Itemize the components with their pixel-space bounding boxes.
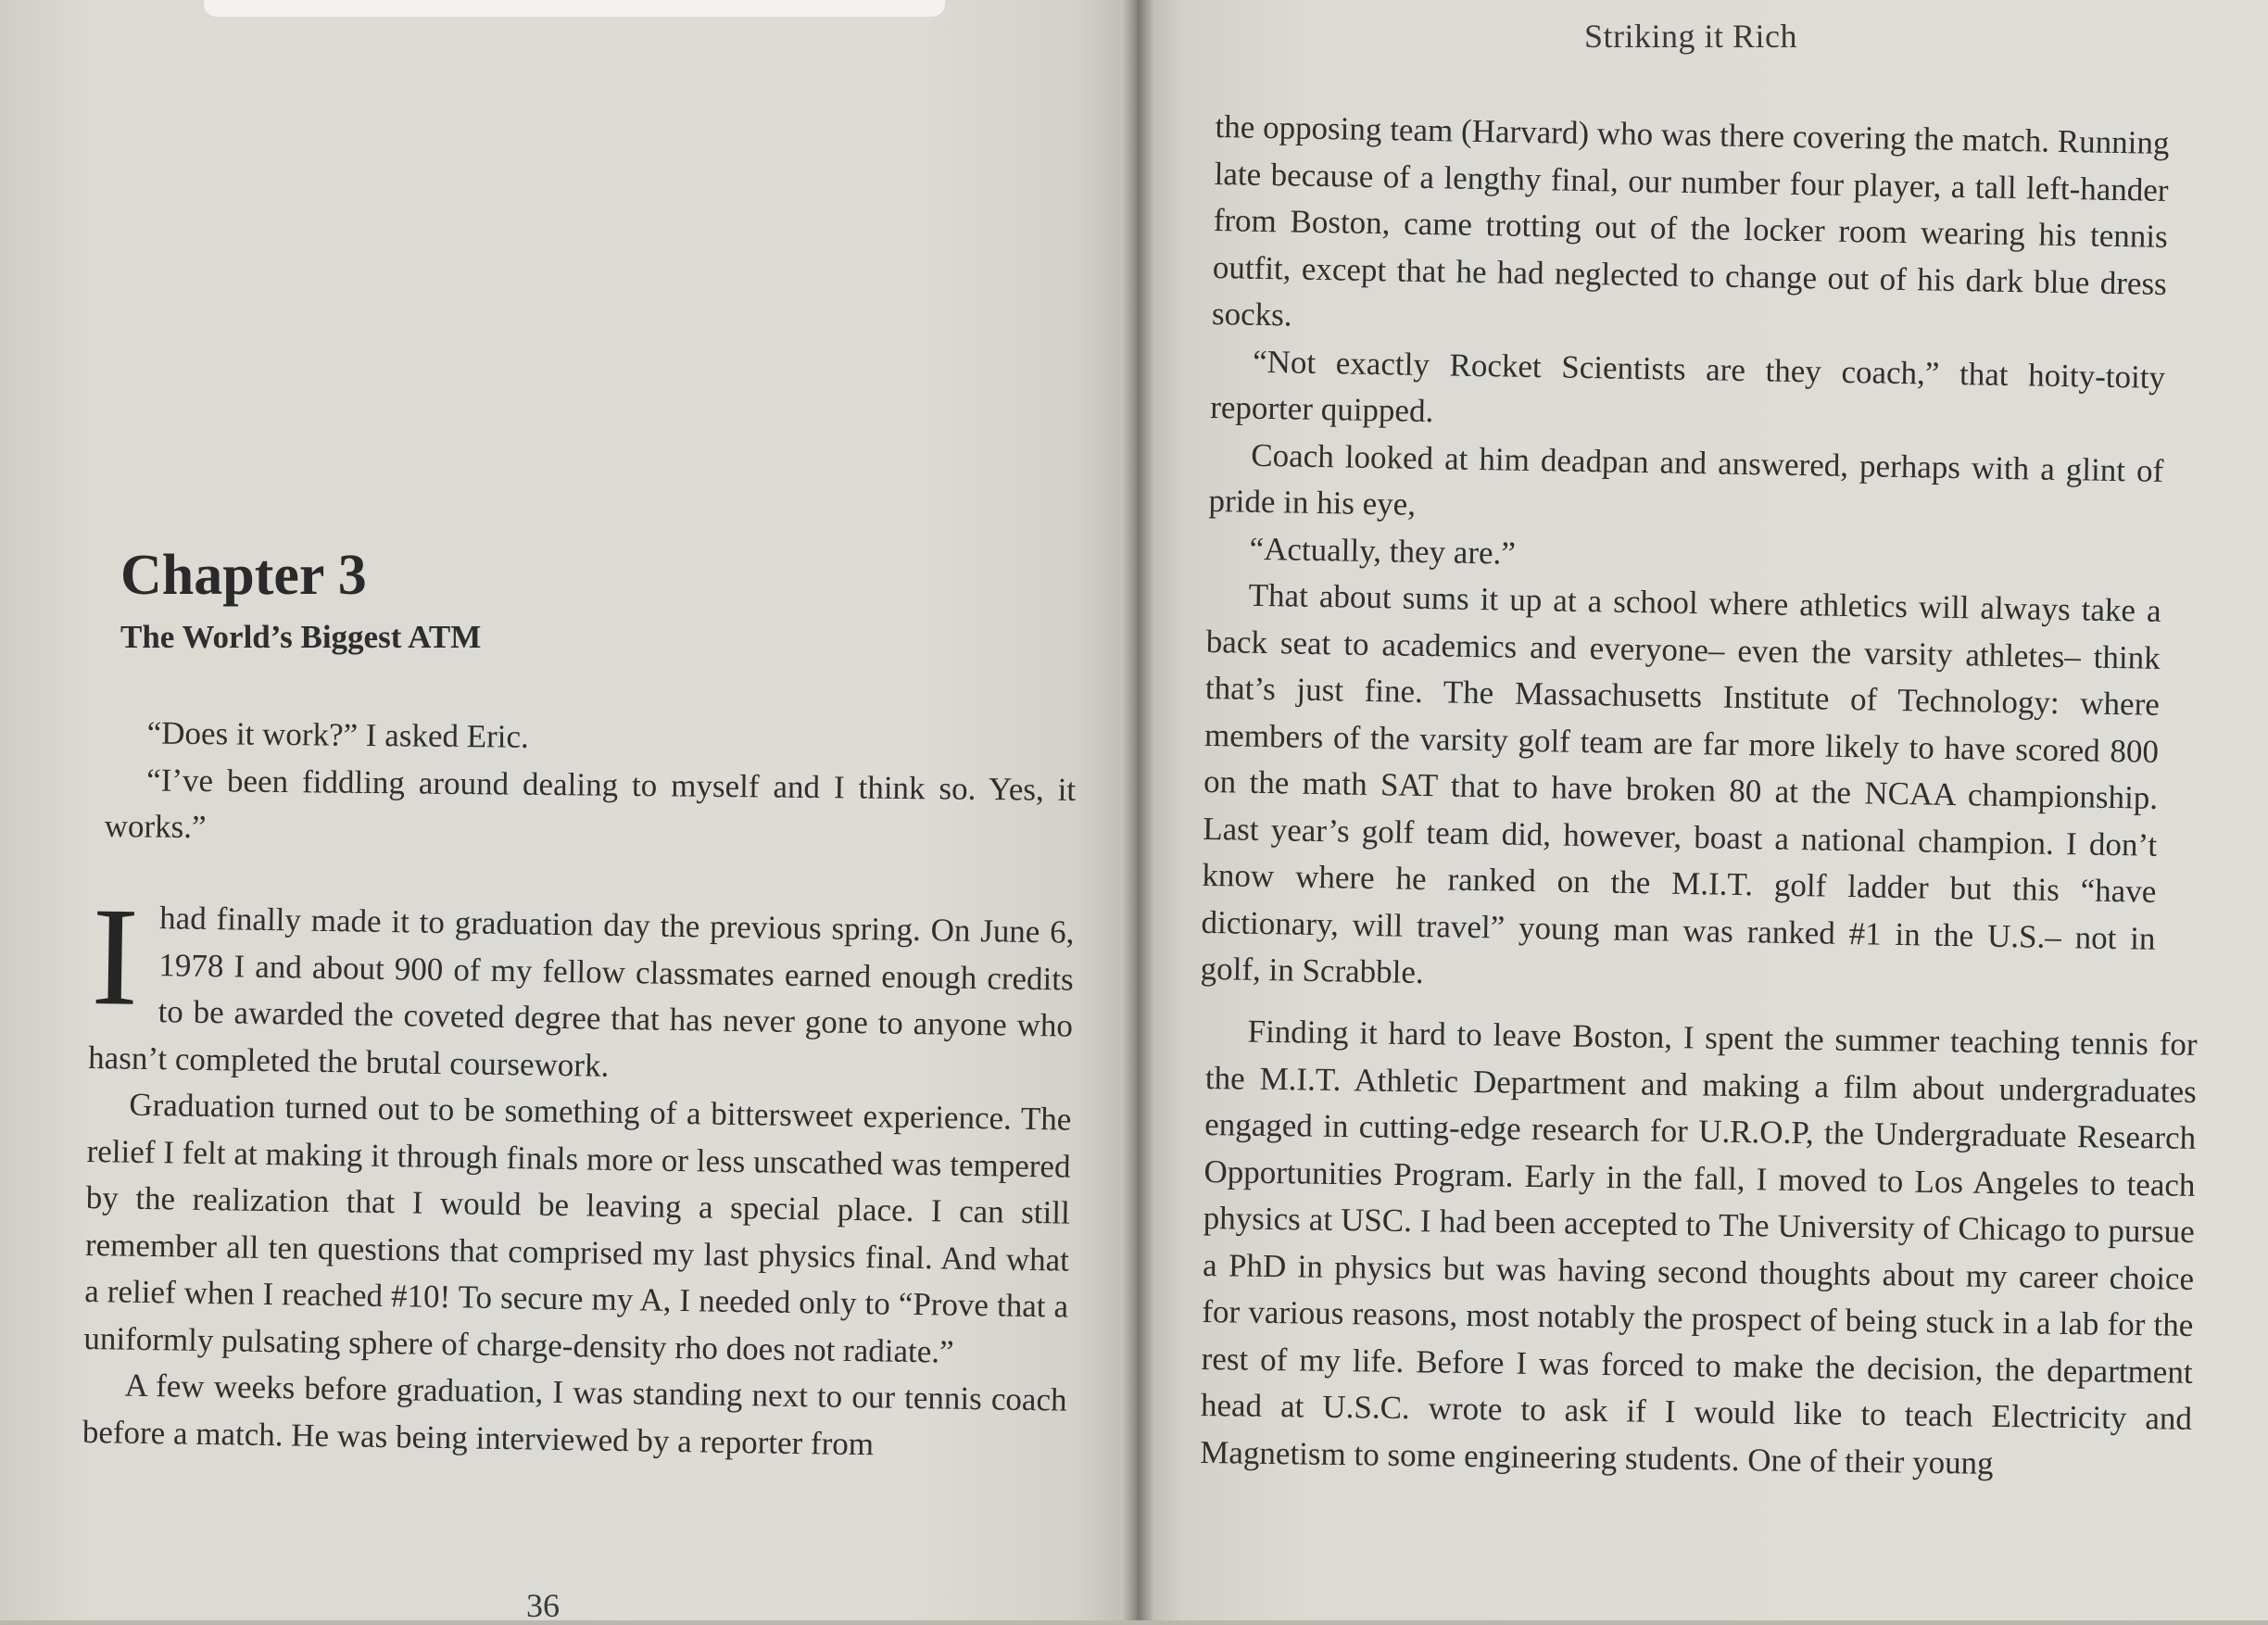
paragraph: A few weeks before graduation, I was standing next to our tennis coach before a match. He was being interviewed by a reporter from [82, 1367, 1067, 1462]
paragraph [87, 878, 1075, 1097]
page-number: 36 [526, 1587, 560, 1624]
paragraph: “Not exactly Rocket Scientists are they coach,” that hoity-toity reporter quipped. [1209, 343, 2166, 430]
paragraph: Finding it hard to leave Boston, I spent the summer teaching tennis for the M.I.T. Athletic Department and making a film about undergraduates engaged in cutting-edge research for U.R.O.P, the Undergraduate Research Opportunities Program. Early in the fall, I moved to Los Angeles to teach physics at USC. I had been accepted to The University of Chicago to pursue a PhD in physics but was having second thoughts about my career choice for various reasons, most notably the prospect of being stuck in a lab for the rest of my life. Before I was forced to make the decision, the department head at U.S.C. wrote to ask if I would like to teach Electricity and Magnetism to some engineering students. One of their young [1200, 1013, 2198, 1481]
paragraph: Coach looked at him deadpan and answered, perhaps with a glint of pride in his eye, [1208, 436, 2164, 523]
paragraph: That about sums it up at a school where athletics will always take a back seat to academics and everyone– even the varsity athletes– think that’s just fine. The Massachusetts Institute of Technology: where members of the varsity golf team are far more likely to have scored 800 on the math SAT that to have broken 80 at the NCAA championship. Last year’s golf team did, however, boast a national champion. I don’t know where he ranked on the M.I.T. golf ladder but this “have dictionary, will travel” young man was ranked #1 in the U.S.– not in golf, in Scrabble. [1200, 576, 2161, 991]
chapter-title: Chapter 3 [120, 544, 367, 607]
paragraph-text: had finally made it to graduation day the previous spring. On June 6, 1978 I and about 900 of my fellow classmates earned enough credits to be awarded the coveted degree that has never gone to anyone who hasn’t completed the brutal coursework. [87, 900, 1075, 1084]
chapter-subtitle: The World’s Biggest ATM [120, 619, 482, 655]
epigraph-line: “I’ve been fiddling around dealing to myself and I think so. Yes, it works.” [104, 761, 1077, 846]
epigraph-line: “Does it work?” I asked Eric. [146, 714, 529, 755]
running-head: Striking it Rich [1584, 18, 1798, 55]
right-body-text-section [1200, 1008, 2198, 1490]
right-body-text [1200, 104, 2170, 1009]
paragraph: the opposing team (Harvard) who was there covering the match. Running late because of a lengthy final, our number four player, a tall left-hander from Boston, came trotting out of the locker room wearing his tennis outfit, except that he had neglected to change out of his dark blue dress socks. [1211, 107, 2170, 334]
chapter-heading [120, 544, 482, 656]
left-body-text [82, 878, 1075, 1471]
paper-clip-edge [204, 0, 945, 17]
epigraph [104, 710, 1077, 860]
paragraph: “Actually, they are.” [1249, 530, 1517, 572]
paragraph: Graduation turned out to be something of a bittersweet experience. The relief I felt at making it through finals more or less unscathed was tempered by the realization that I would be leaving a special place. I can still remember all ten questions that comprised my last physics final. And what a relief when I reached #10! To secure my A, I needed only to “Prove that a uniformly pulsating sphere of charge-density rho does not radiate.” [83, 1086, 1072, 1370]
book-gutter [1121, 0, 1153, 1620]
drop-cap: I [90, 878, 140, 1035]
